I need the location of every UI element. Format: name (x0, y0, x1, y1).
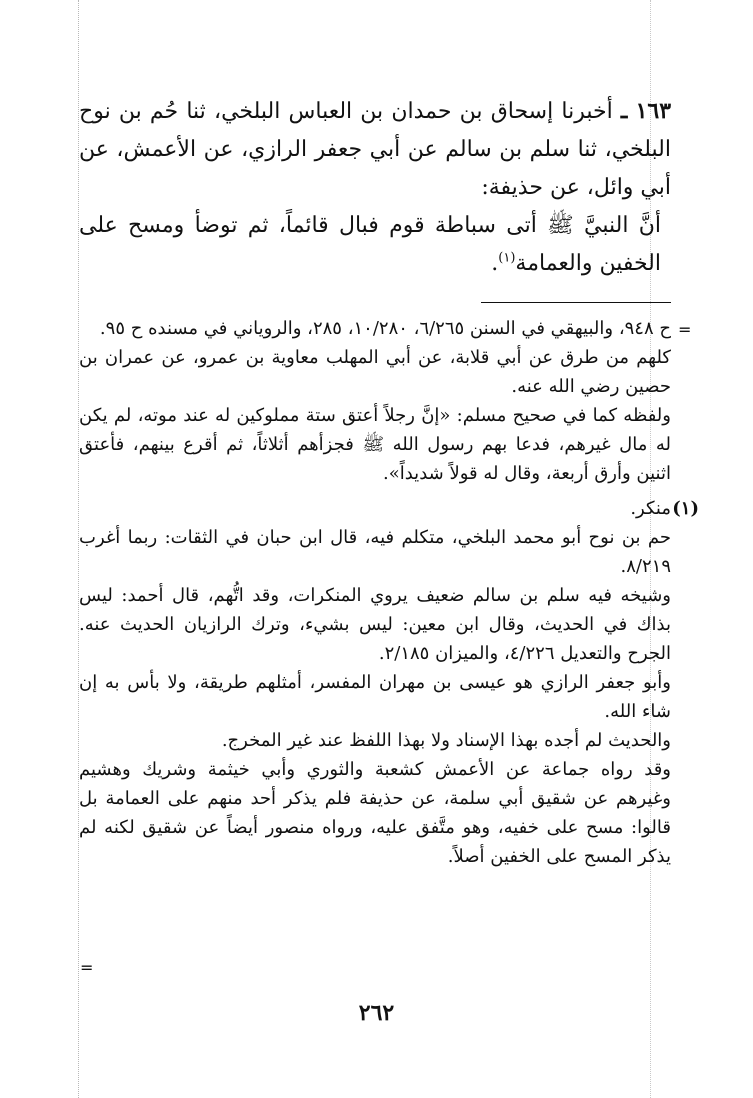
hadith-isnad (79, 92, 671, 207)
footnote-1-para-5: وقد رواه جماعة عن الأعمش كشعبة والثوري وأبي خيثمة وشريك وهشيم وغيرهم عن شقيق أبي سلمة، عن حذيفة فلم يذكر أحد منهم على العمامة بل قالوا: مسح على خفيه، وهو متَّفق عليه، ورواه منصور أيضاً عن شقيق لكنه لم يذكر المسح على الخفين أصلاً. (79, 759, 671, 867)
hadith-isnad-text: أخبرنا إسحاق بن حمدان بن العباس البلخي، ثنا حُم بن نوح البلخي، ثنا سلم بن سالم عن أبي جعفر الرازي، عن الأعمش، عن أبي وائل، عن حذيفة: (79, 99, 671, 200)
continuation-mark-top: = (678, 320, 692, 339)
hadith-dash: ـ (620, 98, 628, 124)
hadith-matn-text: أنَّ النبيَّ ﷺ أتى سباطة قوم فبال قائماً، ثم توضأ ومسح على الخفين والعمامة (79, 213, 661, 276)
page-number: ٢٦٢ (358, 1000, 395, 1026)
footnote-1-head (79, 494, 699, 523)
continuation-mark-bottom: = (80, 958, 94, 977)
hadith-matn (79, 207, 671, 283)
footnote-1-verdict: منكر. (630, 498, 671, 519)
footnote-1-para-4: والحديث لم أجده بهذا الإسناد ولا بهذا اللفظ عند غير المخرج. (221, 730, 671, 751)
footnote-1-para-1: حم بن نوح أبو محمد البلخي، متكلم فيه، قال ابن حبان في الثقات: ربما أغرب ٨/٢١٩. (79, 527, 671, 577)
footnote-1-para-3: وأبو جعفر الرازي هو عيسى بن مهران المفسر، أمثلهم طريقة، ولا بأس به إن شاء الله. (79, 672, 671, 722)
hadith-body (79, 92, 671, 283)
footnote-divider (481, 302, 671, 303)
footnotes (79, 314, 699, 871)
continued-note-2: كلهم من طرق عن أبي قلابة، عن أبي المهلب معاوية بن عمرو، عن عمران بن حصين رضي الله عنه. (79, 347, 671, 397)
footnote-ref-1[interactable]: (١) (498, 250, 516, 266)
footnote-1-para-2: وشيخه فيه سلم بن سالم ضعيف يروي المنكرات، وقد اتُّهم، قال أحمد: ليس بذاك في الحديث، وقال ابن معين: ليس بشيء، وترك الرازيان الحديث عنه. الجرح والتعديل ٤/٢٢٦، والميزان ٢/١٨٥. (79, 585, 671, 664)
continued-note-1: ح ٩٤٨، والبيهقي في السنن ٦/٢٦٥، ١٠/٢٨٠، ٢٨٥، والروياني في مسنده ح ٩٥. (99, 318, 671, 339)
hadith-matn-end: . (491, 251, 499, 276)
footnote-1-label: (١) (672, 498, 699, 519)
continued-note-3: ولفظه كما في صحيح مسلم: «إنَّ رجلاً أعتق ستة مملوكين له عند موته، لم يكن له مال غيرهم، فدعا بهم رسول الله ﷺ فجزأهم أثلاثاً، ثم أقرع بينهم، فأعتق اثنين وأرق أربعة، وقال له قولاً شديداً». (79, 405, 671, 484)
hadith-number: ١٦٣ (635, 98, 672, 124)
